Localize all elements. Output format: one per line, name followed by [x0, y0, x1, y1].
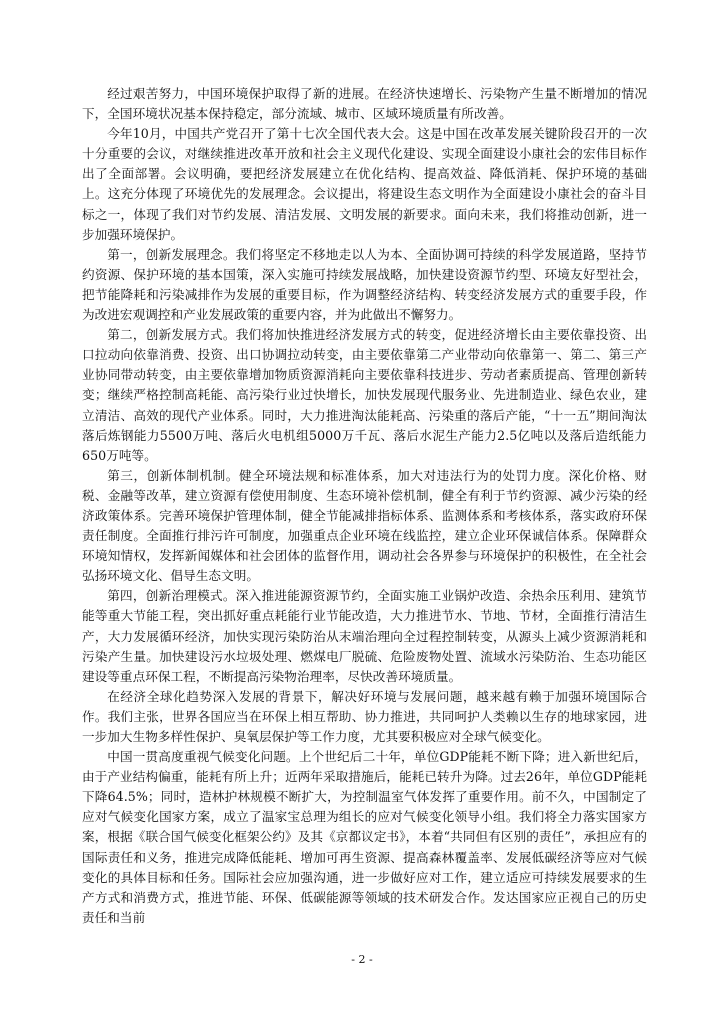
paragraph: 在经济全球化趋势深入发展的背景下，解决好环境与发展问题，越来越有赖于加强环境国际合作。我们主张，世界各国应当在环保上相互帮助、协力推进，共同呵护人类赖以生存的地球家园，进一步加大生物多样性保护、臭氧层保护等工作力度，尤其要积极应对全球气候变化。 [82, 688, 647, 744]
paragraph: 今年10月，中国共产党召开了第十七次全国代表大会。这是中国在改革发展关键阶段召开的一次十分重要的会议，对继续推进改革开放和社会主义现代化建设、实现全面建设小康社会的宏伟目标作出了全面部署。会议明确，要把经济发展建立在优化结构、提高效益、降低消耗、保护环境的基础上。这充分体现了环境优先的发展理念。会议提出，将建设生态文明作为全面建设小康社会的奋斗目标之一，体现了我们对节约发展、清洁发展、文明发展的新要求。面向未来，我们将推动创新，进一步加强环境保护。 [82, 126, 647, 242]
page-number: - 2 - [351, 953, 373, 966]
paragraph: 经过艰苦努力，中国环境保护取得了新的进展。在经济快速增长、污染物产生量不断增加的情况下，全国环境状况基本保持稳定，部分流域、城市、区域环境质量有所改善。 [82, 86, 647, 122]
paragraph: 中国一贯高度重视气候变化问题。上个世纪后二十年，单位GDP能耗不断下降；进入新世纪后，由于产业结构偏重，能耗有所上升；近两年采取措施后，能耗已转升为降。过去26年，单位GDP能耗下降64.5%；同时，造林护林规模不断扩大，为控制温室气体发挥了重要作用。前不久，中国制定了应对气候变化国家方案，成立了温家宝总理为组长的应对气候变化领导小组。我们将全力落实国家方案，根据《联合国气候变化框架公约》及其《京都议定书》，本着“共同但有区别的责任”，承担应有的国际责任和义务，推进完成降低能耗、增加可再生资源、提高森林覆盖率、发展低碳经济等应对气候变化的具体目标和任务。国际社会应加强沟通，进一步做好应对工作，建立适应可持续发展要求的生产方式和消费方式，推进节能、环保、低碳能源等领域的技术研发合作。发达国家应正视自己的历史责任和当前 [82, 749, 647, 925]
paragraph: 第一，创新发展理念。我们将坚定不移地走以人为本、全面协调可持续的科学发展道路，坚持节约资源、保护环境的基本国策，深入实施可持续发展战略，加快建设资源节约型、环境友好型社会，把节能降耗和污染减排作为发展的重要目标，作为调整经济结构、转变经济发展方式的重要手段，作为改进宏观调控和产业发展政策的重要内容，并为此做出不懈努力。 [82, 246, 647, 323]
paragraph: 第三，创新体制机制。健全环境法规和标准体系，加大对违法行为的处罚力度。深化价格、财税、金融等改革，建立资源有偿使用制度、生态环境补偿机制，健全有利于节约资源、减少污染的经济政策体系。完善环境保护管理体制，健全节能减排指标体系、监测体系和考核体系，落实政府环保责任制度。全面推行排污许可制度，加强重点企业环境在线监控，建立企业环保诚信体系。保障群众环境知情权，发挥新闻媒体和社会团体的监督作用，调动社会各界参与环境保护的积极性，在全社会弘扬环境文化、倡导生态文明。 [82, 467, 647, 584]
body-text [82, 84, 647, 928]
paragraph: 第四，创新治理模式。深入推进能源资源节约，全面实施工业锅炉改造、余热余压利用、建筑节能等重大节能工程，突出抓好重点耗能行业节能改造，大力推进节水、节地、节材，全面推行清洁生产，大力发展循环经济，加快实现污染防治从末端治理向全过程控制转变，从源头上减少资源消耗和污染产生量。加快建设污水垃圾处理、燃煤电厂脱硫、危险废物处置、流域水污染防治、生态功能区建设等重点环保工程，不断提高污染物治理率，尽快改善环境质量。 [82, 588, 647, 684]
paragraph: 第二，创新发展方式。我们将加快推进经济发展方式的转变，促进经济增长由主要依靠投资、出口拉动向依靠消费、投资、出口协调拉动转变，由主要依靠第二产业带动向依靠第一、第二、第三产业协同带动转变，由主要依靠增加物质资源消耗向主要依靠科技进步、劳动者素质提高、管理创新转变；继续严格控制高耗能、高污染行业过快增长，加快发展现代服务业、先进制造业、绿色农业，建立清洁、高效的现代产业体系。同时，大力推进淘汰能耗高、污染重的落后产能，“十一五”期间淘汰落后炼钢能力5500万吨、落后火电机组5000万千瓦、落后水泥生产能力2.5亿吨以及落后造纸能力650万吨等。 [82, 327, 647, 463]
